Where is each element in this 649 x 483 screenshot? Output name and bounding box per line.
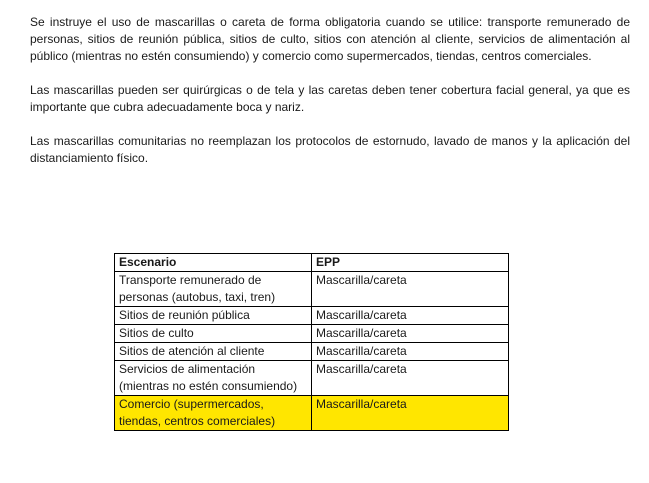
paragraph-mandatory-use: Se instruye el uso de mascarillas o careta de forma obligatoria cuando se utilice: transporte remunerado de personas, sitios de reunión pública, sitios de culto, sitios con atención al cliente, servicios de alimentación al público (mientras no estén consumiendo) y comercio como supermercados, tiendas, centros comerciales. xyxy=(30,15,630,63)
epp-table xyxy=(114,253,509,431)
cell-escenario: Sitios de reunión pública xyxy=(115,307,312,325)
table-row xyxy=(115,361,509,396)
cell-epp: Mascarilla/careta xyxy=(312,361,509,396)
table-row xyxy=(115,272,509,307)
cell-epp: Mascarilla/careta xyxy=(312,307,509,325)
cell-epp: Mascarilla/careta xyxy=(312,396,509,431)
cell-escenario: Sitios de culto xyxy=(115,325,312,343)
cell-escenario: Comercio (supermercados, tiendas, centros comerciales) xyxy=(115,396,312,431)
cell-escenario: Sitios de atención al cliente xyxy=(115,343,312,361)
cell-escenario: Servicios de alimentación (mientras no estén consumiendo) xyxy=(115,361,312,396)
table-row xyxy=(115,343,509,361)
document-body xyxy=(30,14,630,184)
header-epp: EPP xyxy=(312,254,509,272)
table-row xyxy=(115,325,509,343)
table-row-highlighted xyxy=(115,396,509,431)
header-escenario: Escenario xyxy=(115,254,312,272)
cell-epp: Mascarilla/careta xyxy=(312,325,509,343)
paragraph-protocols: Las mascarillas comunitarias no reemplazan los protocolos de estornudo, lavado de manos y la aplicación del distanciamiento físico. xyxy=(30,134,630,165)
cell-epp: Mascarilla/careta xyxy=(312,272,509,307)
table-row xyxy=(115,307,509,325)
table-header-row xyxy=(115,254,509,272)
cell-epp: Mascarilla/careta xyxy=(312,343,509,361)
epp-table-container xyxy=(114,253,509,431)
paragraph-mask-types: Las mascarillas pueden ser quirúrgicas o de tela y las caretas deben tener cobertura facial general, ya que es importante que cubra adecuadamente boca y nariz. xyxy=(30,83,630,114)
cell-escenario: Transporte remunerado de personas (autobus, taxi, tren) xyxy=(115,272,312,307)
